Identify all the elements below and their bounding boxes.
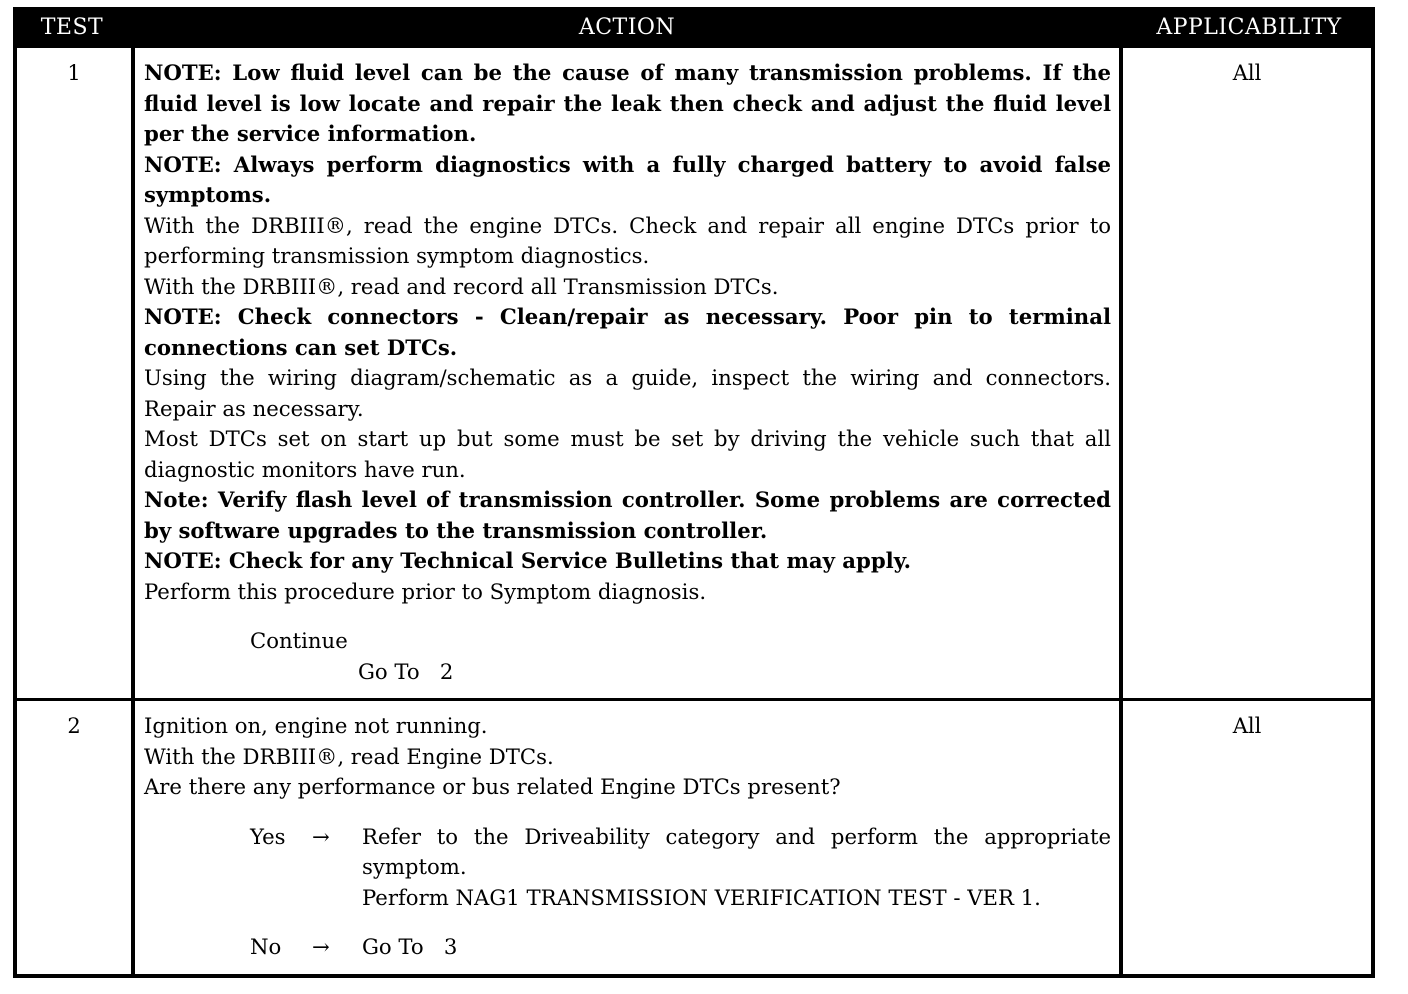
- note-paragraph: NOTE: Low fluid level can be the cause of many transmission problems. If the fluid level is low locate and repair the leak then check and adjust the fluid level per the service information.: [144, 60, 1111, 146]
- verification-test-link[interactable]: Perform NAG1 TRANSMISSION VERIFICATION TEST - VER 1.: [362, 884, 1041, 910]
- applicability-1: All: [1123, 48, 1371, 698]
- header-action: ACTION: [578, 15, 676, 40]
- goto-link-3[interactable]: Go To 3: [362, 934, 458, 959]
- action-cell-2: [135, 701, 1119, 974]
- header-applicability: APPLICABILITY: [1156, 15, 1342, 40]
- arrow-right-icon: →: [312, 823, 330, 849]
- applicability-2: All: [1123, 701, 1371, 974]
- instruction-paragraph: Perform this procedure prior to Symptom diagnosis.: [144, 578, 707, 604]
- instruction-paragraph: With the DRBIII®, read the engine DTCs. Check and repair all engine DTCs prior to performing transmission symptom diagnostics.: [144, 212, 1111, 268]
- diagnostic-table: [13, 7, 1375, 978]
- instruction-paragraph: Are there any performance or bus related Engine DTCs present?: [144, 774, 841, 799]
- arrow-right-icon: →: [312, 934, 330, 959]
- instruction-paragraph: Most DTCs set on start up but some must be set by driving the vehicle such that all diagnostic monitors have run.: [144, 426, 1111, 482]
- goto-link-2[interactable]: Go To 2: [358, 658, 454, 684]
- no-label: No: [250, 934, 282, 959]
- continue-label: Continue: [250, 628, 348, 653]
- instruction-paragraph: Ignition on, engine not running.: [144, 713, 488, 738]
- note-paragraph: Note: Verify flash level of transmission controller. Some problems are corrected by software upgrades to the transmission controller.: [144, 487, 1111, 543]
- header-test: TEST: [40, 15, 104, 40]
- yes-instruction: Refer to the Driveability category and perform the appropriate symptom.: [362, 823, 1111, 879]
- test-number-2: 2: [17, 701, 131, 974]
- no-option: [250, 932, 1111, 963]
- action-cell-1: [135, 48, 1119, 698]
- note-paragraph: NOTE: Check for any Technical Service Bulletins that may apply.: [144, 548, 911, 573]
- yes-label: Yes: [250, 823, 286, 849]
- instruction-paragraph: Using the wiring diagram/schematic as a guide, inspect the wiring and connectors. Repair as necessary.: [144, 365, 1111, 421]
- note-paragraph: NOTE: Check connectors - Clean/repair as necessary. Poor pin to terminal connections can set DTCs.: [144, 304, 1111, 360]
- instruction-paragraph: With the DRBIII®, read Engine DTCs.: [144, 743, 554, 769]
- instruction-paragraph: With the DRBIII®, read and record all Transmission DTCs.: [144, 273, 779, 299]
- yes-option: [250, 822, 1111, 914]
- note-paragraph: NOTE: Always perform diagnostics with a fully charged battery to avoid false symptoms.: [144, 151, 1111, 207]
- test-number-1: 1: [17, 48, 131, 698]
